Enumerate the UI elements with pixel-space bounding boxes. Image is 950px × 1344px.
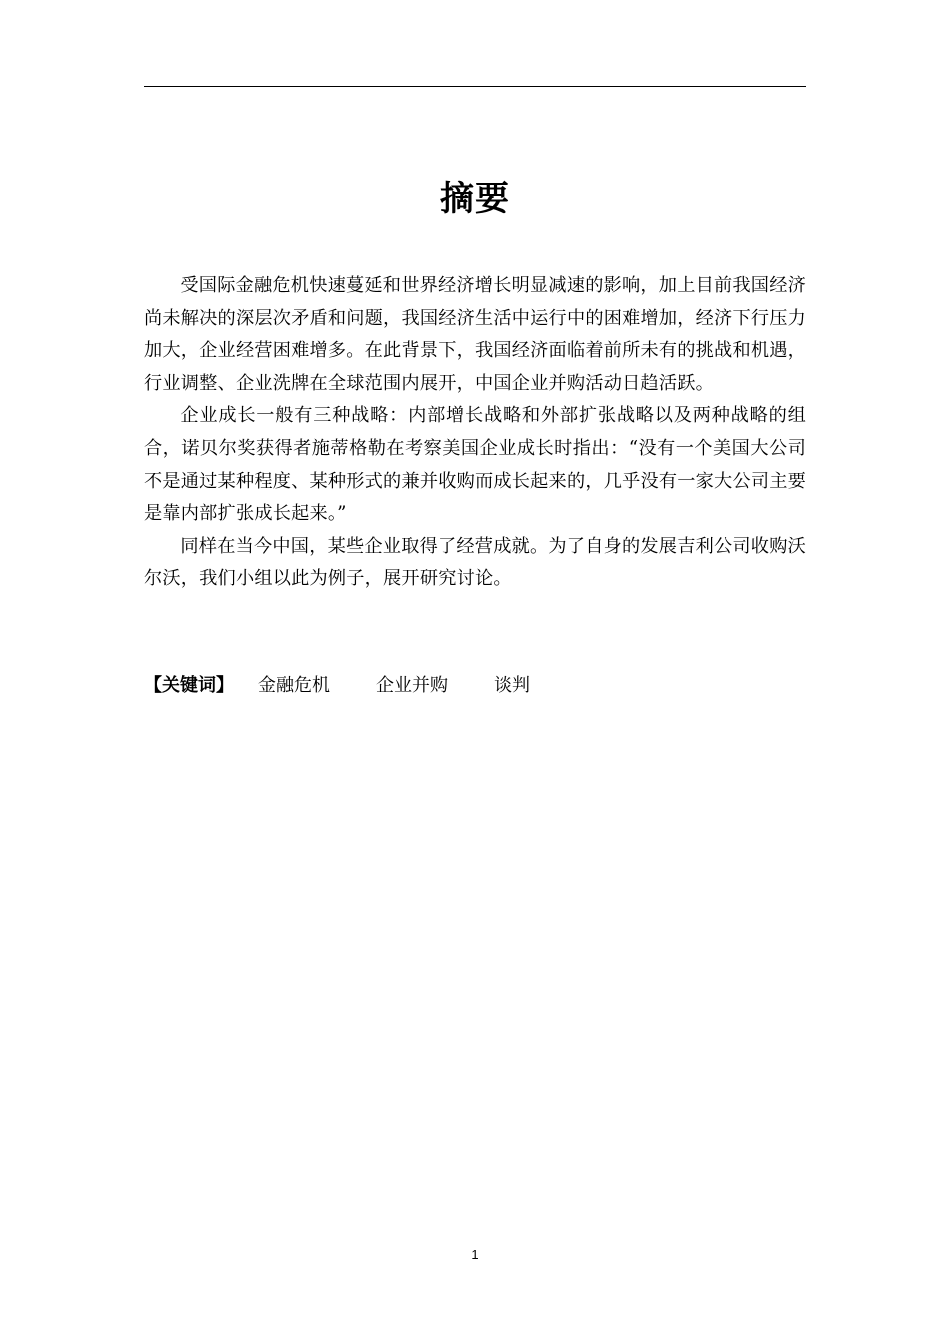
keyword-item: 金融危机 <box>258 675 330 696</box>
keyword-item: 企业并购 <box>376 675 448 696</box>
abstract-body <box>144 270 806 596</box>
header-rule <box>144 86 806 87</box>
paragraph-2: 企业成长一般有三种战略：内部增长战略和外部扩张战略以及两种战略的组合，诺贝尔奖获得者施蒂格勒在考察美国企业成长时指出：“没有一个美国大公司不是通过某种程度、某种形式的兼并收购而成长起来的，几乎没有一家大公司主要是靠内部扩张成长起来。” <box>144 405 806 525</box>
page-number: 1 <box>471 1247 479 1262</box>
keywords-label: 【关键词】 <box>144 675 234 696</box>
paragraph-1: 受国际金融危机快速蔓延和世界经济增长明显减速的影响，加上目前我国经济尚未解决的深层次矛盾和问题，我国经济生活中运行中的困难增加，经济下行压力加大，企业经营困难增多。在此背景下，我国经济面临着前所未有的挑战和机遇，行业调整、企业洗牌在全球范围内展开，中国企业并购活动日趋活跃。 <box>144 275 806 394</box>
keywords-line <box>144 672 576 700</box>
paragraph-3: 同样在当今中国，某些企业取得了经营成就。为了自身的发展吉利公司收购沃尔沃，我们小组以此为例子，展开研究讨论。 <box>144 535 806 590</box>
keyword-item: 谈判 <box>494 675 530 696</box>
page-title: 摘要 <box>440 179 510 219</box>
